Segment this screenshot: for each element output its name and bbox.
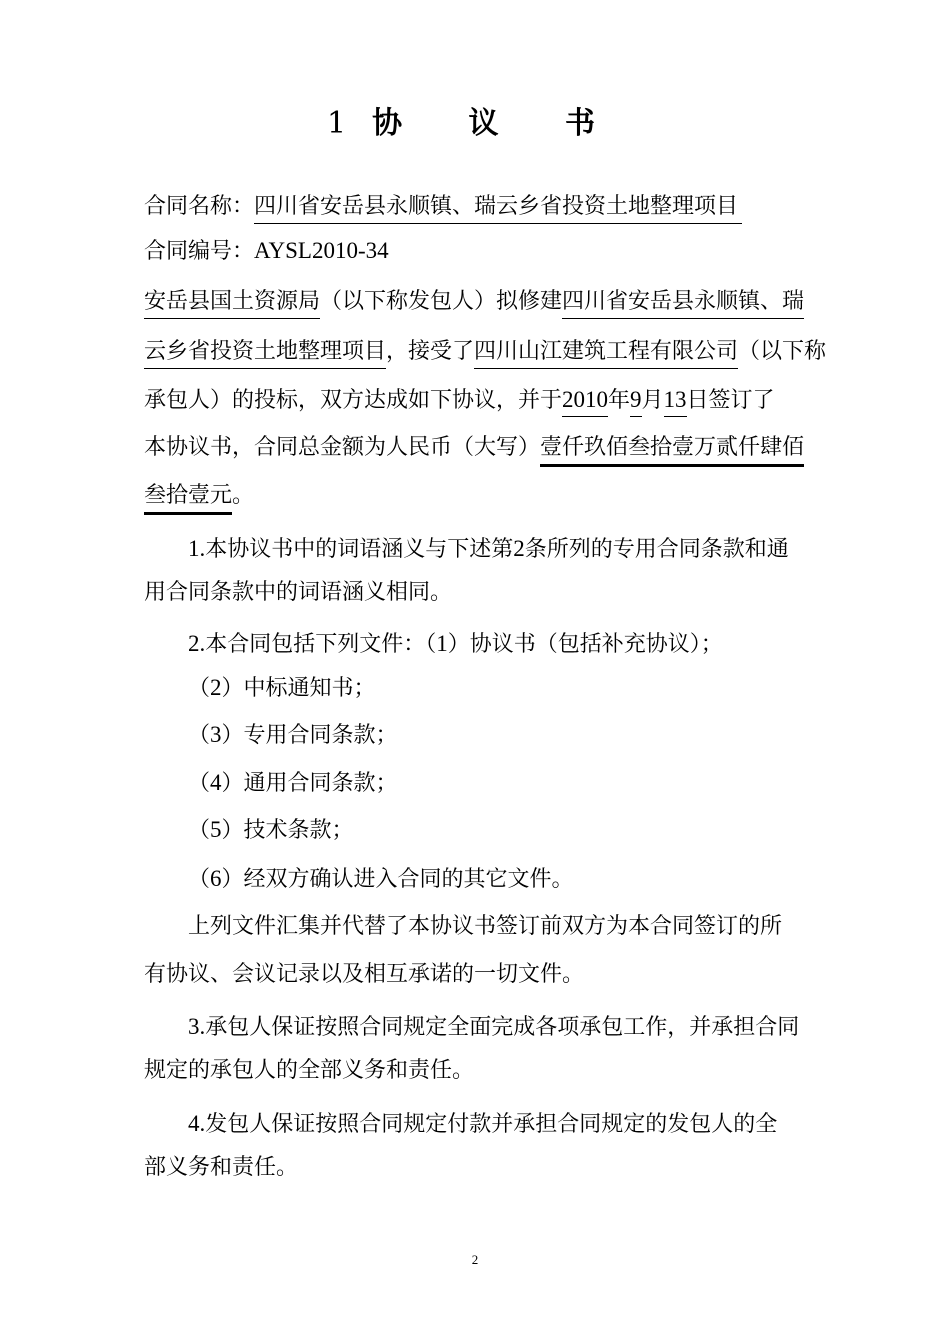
clause-3-line-2: [144, 1056, 474, 1086]
intro-text-4: 承包人）的投标，双方达成如下协议，并于: [144, 388, 563, 413]
clause-2-item-text: ）中标通知书；: [221, 676, 376, 701]
clause-2-item-text: ）技术条款；: [221, 818, 354, 843]
clause-1-text-c: 用合同条款中的词语涵义相同。: [144, 580, 453, 605]
clause-2-line-1: [188, 629, 723, 660]
employer-name: 安岳县国土资源局: [144, 289, 320, 319]
clause-2-item: [188, 768, 398, 799]
title-number: 1: [327, 106, 347, 141]
open-paren: （: [188, 723, 211, 748]
intro-line-1: [144, 287, 804, 317]
project-name-part-1: 四川省安岳县永顺镇、瑞: [562, 289, 804, 319]
clause-1-text-a: 本协议书中的词语涵义与下述第: [205, 537, 514, 562]
clause-1-ref: 2: [513, 536, 525, 561]
intro-text-1: （以下称发包人）拟修建: [320, 289, 563, 314]
contractor-name: 四川山江建筑工程有限公司: [474, 339, 738, 369]
clause-1-text-b: 条所列的专用合同条款和通: [524, 537, 789, 562]
clause-1-line-2: [144, 578, 452, 608]
page-number: 2: [471, 1252, 479, 1267]
open-paren: （: [188, 867, 211, 892]
intro-text-9: 。: [232, 483, 255, 508]
intro-line-5: [144, 481, 254, 511]
intro-line-3: [144, 385, 775, 416]
clause-3-number: 3.: [188, 1014, 206, 1039]
clause-2-item-no: 4: [210, 770, 222, 795]
clause-3-line-1: [188, 1012, 799, 1043]
clause-2-item-text: ）经双方确认进入合同的其它文件。: [221, 867, 574, 892]
sign-year: 2010: [562, 387, 608, 417]
sign-day: 13: [664, 387, 687, 417]
summary-line-2: [144, 960, 584, 990]
clause-2-item-1-no: 1: [436, 631, 448, 656]
open-paren: （: [188, 676, 211, 701]
clause-4-text-1: 发包人保证按照合同规定付款并承担合同规定的发包人的全: [205, 1112, 778, 1137]
summary-text-2: 有协议、会议记录以及相互承诺的一切文件。: [144, 962, 585, 987]
document-title: [0, 102, 950, 146]
clause-2-item: [188, 815, 354, 846]
summary-text-1: 上列文件汇集并代替了本协议书签订前双方为本合同签订的所: [188, 914, 783, 939]
clause-2-item: [188, 864, 574, 895]
project-name-part-2: 云乡省投资土地整理项目: [144, 339, 386, 369]
intro-text-7: 日签订了: [686, 388, 775, 413]
open-paren: （: [188, 771, 211, 796]
intro-text-3: （以下称: [738, 339, 827, 364]
summary-line-1: [188, 912, 782, 942]
title-text: 协 议 书: [372, 106, 623, 141]
clause-2-item-no: 2: [210, 675, 222, 700]
clause-3-text-2: 规定的承包人的全部义务和责任。: [144, 1058, 475, 1083]
clause-1-line-1: [188, 534, 789, 565]
intro-text-2: ，接受了: [386, 339, 475, 364]
month-char: 月: [641, 388, 664, 413]
clause-4-number: 4.: [188, 1111, 206, 1136]
clause-2-item-text: ）专用合同条款；: [221, 723, 398, 748]
clause-2-item-no: 3: [210, 722, 222, 747]
year-char: 年: [608, 388, 631, 413]
clause-1-number: 1.: [188, 536, 206, 561]
contract-no-value: AYSL2010-34: [254, 238, 389, 263]
contract-amount-part-2: 叁拾壹元: [144, 483, 232, 515]
contract-amount-part-1: 壹仟玖佰叁拾壹万贰仟肆佰: [540, 435, 804, 467]
clause-2-item-no: 6: [210, 866, 222, 891]
clause-2-item: [188, 720, 398, 751]
clause-4-line-2: [144, 1153, 298, 1183]
open-paren: （: [188, 818, 211, 843]
clause-3-text-1: 承包人保证按照合同规定全面完成各项承包工作，并承担合同: [205, 1015, 800, 1040]
clause-2-item-1-text: ）协议书（包括补充协议）；: [447, 632, 723, 657]
intro-line-4: [144, 433, 804, 463]
clause-2-item: [188, 673, 376, 704]
clause-2-number: 2.: [188, 631, 206, 656]
clause-2-item-text: ）通用合同条款；: [221, 771, 398, 796]
clause-4-text-2: 部义务和责任。: [144, 1155, 299, 1180]
sign-month: 9: [630, 387, 642, 417]
clause-2-intro: 本合同包括下列文件：（: [205, 632, 437, 657]
intro-text-8: 本协议书，合同总金额为人民币（大写）: [144, 435, 541, 460]
clause-4-line-1: [188, 1109, 777, 1140]
contract-no-label: 合同编号：: [144, 239, 255, 264]
contract-no-line: [144, 236, 389, 267]
contract-name-label: 合同名称：: [144, 194, 255, 219]
clause-2-item-no: 5: [210, 817, 222, 842]
contract-name-line: [144, 192, 742, 222]
contract-name-value: 四川省安岳县永顺镇、瑞云乡省投资土地整理项目: [254, 194, 742, 224]
intro-line-2: [144, 337, 826, 367]
